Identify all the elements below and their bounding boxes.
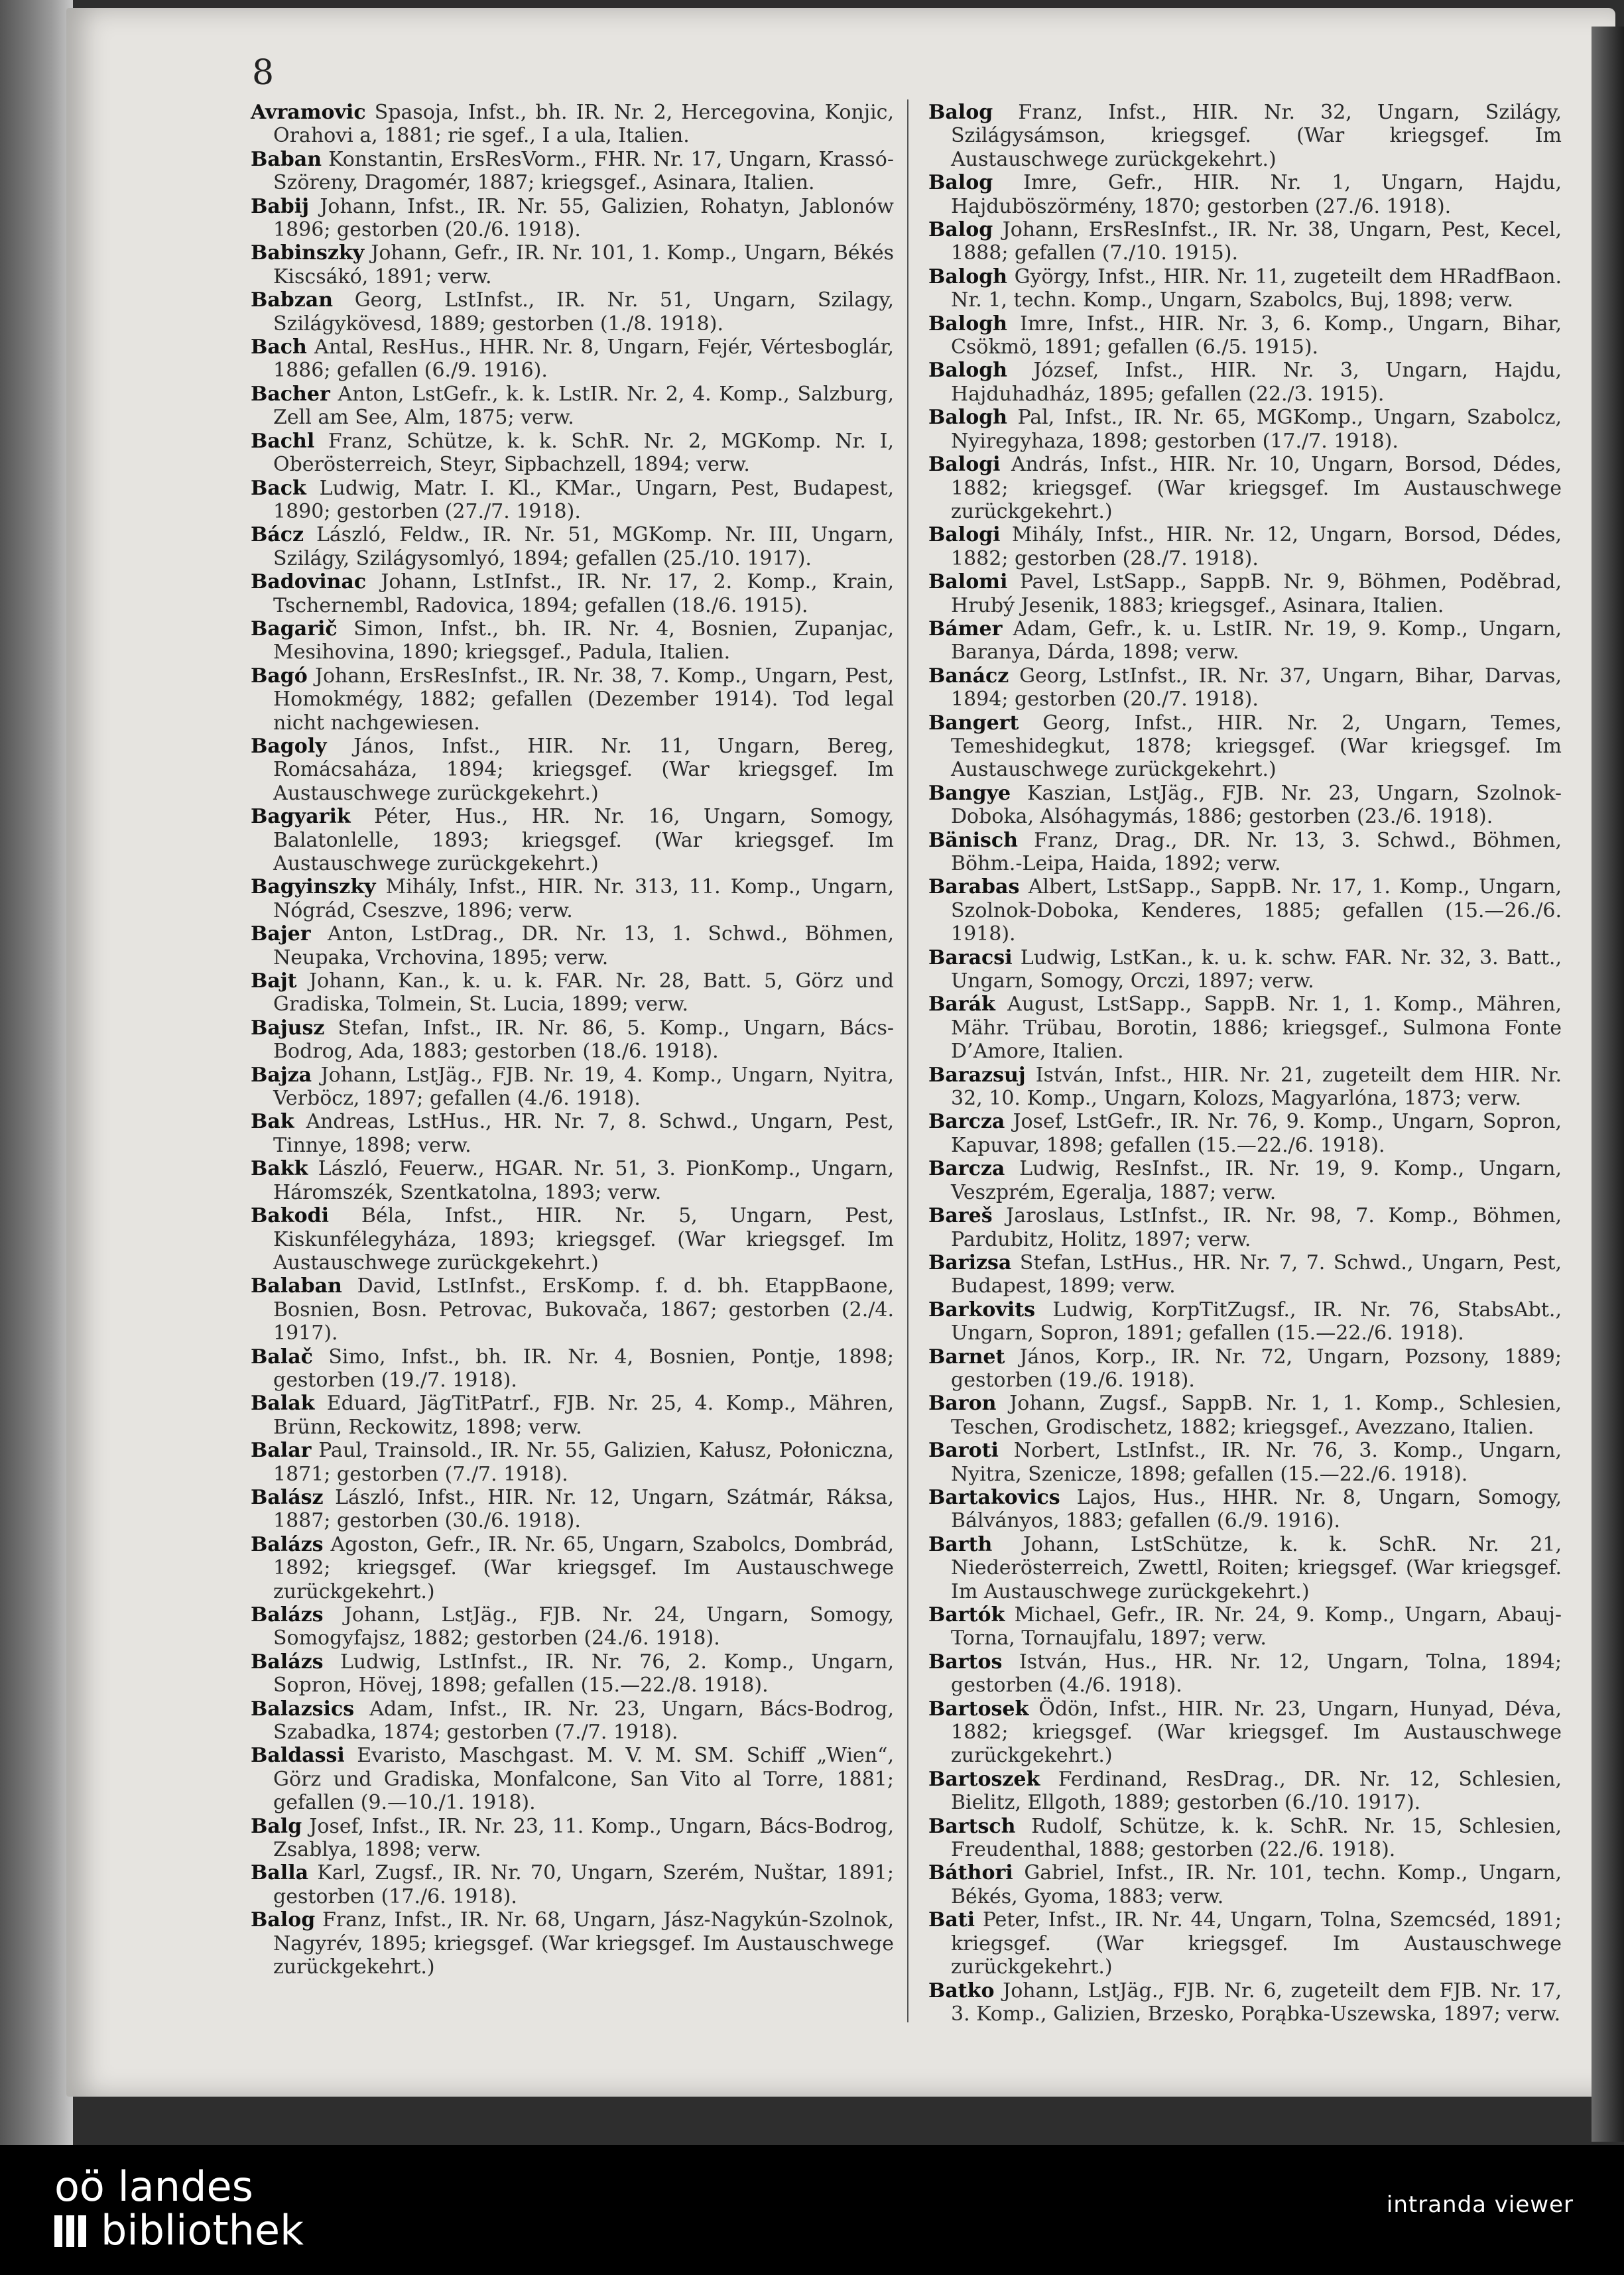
- entry-surname: Balogh: [928, 312, 1007, 336]
- register-entry: [928, 101, 1562, 171]
- entry-surname: Barizsa: [928, 1251, 1012, 1274]
- register-entry: [251, 969, 894, 1016]
- entry-surname: Baroti: [928, 1439, 999, 1463]
- register-entry: [251, 1533, 894, 1603]
- entry-details: Georg, Infst., HIR. Nr. 2, Ungarn, Temes, Temeshidegkut, 1878; kriegsgef. (War kriegsgef. Im Austauschwege zurückgekehrt.): [951, 711, 1562, 782]
- logo-line-2-row: [54, 2206, 304, 2254]
- entry-surname: Bati: [928, 1908, 975, 1932]
- register-entry: [251, 195, 894, 242]
- register-entry: [928, 711, 1562, 782]
- register-entry: [251, 1392, 894, 1439]
- register-entry: [251, 735, 894, 805]
- entry-surname: Bacher: [251, 382, 330, 406]
- entry-details: Karl, Zugsf., IR. Nr. 70, Ungarn, Szerém, Nuštar, 1891; gestorben (17./6. 1918).: [273, 1861, 894, 1908]
- entry-surname: Balog: [251, 1908, 316, 1932]
- register-entry: [928, 453, 1562, 523]
- entry-details: Rudolf, Schütze, k. k. SchR. Nr. 15, Schlesien, Freudenthal, 1888; gestorben (22./6. 1918).: [951, 1814, 1562, 1862]
- entry-details: Mihály, Infst., HIR. Nr. 313, 11. Komp., Ungarn, Nógrád, Cseszve, 1896; verw.: [273, 875, 894, 922]
- register-entry: [251, 1603, 894, 1650]
- register-entry: [928, 875, 1562, 946]
- entry-surname: Bácz: [251, 523, 304, 547]
- entry-surname: Bakodi: [251, 1204, 329, 1228]
- register-entry: [251, 1815, 894, 1862]
- entry-details: Ludwig, ResInfst., IR. Nr. 19, 9. Komp., Ungarn, Veszprém, Egeralja, 1887; verw.: [951, 1157, 1562, 1204]
- register-entry: [928, 1345, 1562, 1392]
- register-entry: [928, 1979, 1562, 2026]
- entry-surname: Báthori: [928, 1861, 1013, 1885]
- entry-surname: Back: [251, 476, 306, 500]
- entry-details: Kaszian, LstJäg., FJB. Nr. 23, Ungarn, Szolnok-Doboka, Alsóhagymás, 1886; gestorben (23./6. 1918).: [951, 781, 1562, 829]
- entry-surname: Balog: [928, 171, 993, 195]
- entry-surname: Balog: [928, 101, 993, 124]
- register-entry: [251, 430, 894, 477]
- entry-details: Pal, Infst., IR. Nr. 65, MGKomp., Ungarn, Szabolcz, Nyiregyhaza, 1898; gestorben (17./7. 1918).: [951, 406, 1562, 453]
- entry-details: Ludwig, Matr. I. Kl., KMar., Ungarn, Pest, Budapest, 1890; gestorben (27./7. 1918).: [273, 476, 894, 523]
- register-entry: [928, 617, 1562, 664]
- register-entry: [251, 1439, 894, 1486]
- entry-details: István, Hus., HR. Nr. 12, Ungarn, Tolna, 1894; gestorben (4./6. 1918).: [951, 1650, 1562, 1697]
- entry-surname: Barák: [928, 993, 995, 1016]
- register-entry: [251, 1650, 894, 1697]
- book-edge: [0, 0, 73, 2145]
- entry-surname: Bak: [251, 1110, 294, 1134]
- entry-details: Jaroslaus, LstInfst., IR. Nr. 98, 7. Komp., Böhmen, Pardubitz, Holitz, 1897; verw.: [951, 1204, 1562, 1251]
- entry-details: Franz, Infst., HIR. Nr. 32, Ungarn, Szilágy, Szilágysámson, kriegsgef. (War kriegsgef. Im Austauschwege zurückgekehrt.): [951, 101, 1562, 171]
- entry-details: David, LstInfst., ErsKomp. f. d. bh. EtappBaone, Bosnien, Bosn. Petrovac, Bukovača, 1867; gestorben (2./4. 1917).: [273, 1274, 894, 1345]
- entry-surname: Badovinac: [251, 570, 367, 594]
- entry-details: Evaristo, Maschgast. M. V. M. SM. Schiff „Wien“, Görz und Gradiska, Monfalcone, San Vito al Torre, 1881; gefallen (9.—10./1. 1918).: [273, 1744, 894, 1815]
- entry-surname: Banácz: [928, 664, 1009, 688]
- entry-details: Ludwig, LstInfst., IR. Nr. 76, 2. Komp., Ungarn, Sopron, Hövej, 1898; gefallen (15.—22./8. 1918).: [273, 1650, 894, 1697]
- entry-details: Johann, LstSchütze, k. k. SchR. Nr. 21, Niederösterreich, Zwettl, Roiten; kriegsgef. (War kriegsgef. Im Austauschwege zurückgekehrt.): [951, 1532, 1562, 1603]
- entry-details: Ferdinand, ResDrag., DR. Nr. 12, Schlesien, Bielitz, Ellgoth, 1889; gestorben (6./10. 1917).: [951, 1767, 1562, 1815]
- entry-surname: Balogh: [928, 265, 1007, 288]
- register-entry: [928, 782, 1562, 829]
- entry-details: Johann, LstJäg., FJB. Nr. 24, Ungarn, Somogy, Somogyfajsz, 1882; gestorben (24./6. 1918).: [273, 1603, 894, 1650]
- library-logo[interactable]: [54, 2162, 304, 2254]
- entry-details: Agoston, Gefr., IR. Nr. 65, Ungarn, Szabolcs, Dombrád, 1892; kriegsgef. (War kriegsgef. Im Austauschwege zurückgekehrt.): [273, 1532, 894, 1603]
- register-entry: [928, 1298, 1562, 1345]
- entry-details: Simo, Infst., bh. IR. Nr. 4, Bosnien, Pontje, 1898; gestorben (19./7. 1918).: [273, 1345, 894, 1392]
- register-entry: [928, 1603, 1562, 1650]
- left-column: [251, 101, 894, 1979]
- entry-surname: Bachl: [251, 429, 315, 453]
- register-entry: [251, 1274, 894, 1345]
- register-entry: [251, 101, 894, 148]
- entry-details: Johann, LstJäg., FJB. Nr. 6, zugeteilt dem FJB. Nr. 17, 3. Komp., Galizien, Brzesko, Porąbka-Uszewska, 1897; verw.: [951, 1979, 1562, 2026]
- entry-details: Johann, LstJäg., FJB. Nr. 19, 4. Komp., Ungarn, Nyitra, Verböcz, 1897; gefallen (4./6. 1918).: [273, 1063, 894, 1111]
- entry-details: Johann, Kan., k. u. k. FAR. Nr. 28, Batt. 5, Görz und Gradiska, Tolmein, St. Lucia, 1899; verw.: [273, 969, 894, 1016]
- entry-surname: Balogh: [928, 406, 1007, 430]
- entry-details: Mihály, Infst., HIR. Nr. 12, Ungarn, Borsod, Dédes, 1882; gestorben (28./7. 1918).: [951, 523, 1562, 570]
- register-entry: [928, 1392, 1562, 1439]
- logo-line-2: bibliothek: [101, 2206, 304, 2254]
- entry-surname: Avramovic: [251, 101, 366, 124]
- register-entry: [928, 1251, 1562, 1298]
- entry-surname: Bartos: [928, 1650, 1003, 1674]
- entry-details: Johann, ErsResInfst., IR. Nr. 38, 7. Komp., Ungarn, Pest, Homokmégy, 1882; gefallen (Dezember 1914). Tod legal nicht nachgewiesen.: [273, 664, 895, 735]
- register-entry: [251, 1157, 894, 1204]
- entry-details: Franz, Schütze, k. k. SchR. Nr. 2, MGKomp. Nr. I, Oberösterreich, Steyr, Sipbachzell, 1894; verw.: [273, 429, 894, 477]
- entry-surname: Bangert: [928, 711, 1019, 735]
- register-entry: [928, 218, 1562, 265]
- entry-surname: Balogi: [928, 453, 1001, 477]
- entry-surname: Barabas: [928, 875, 1020, 899]
- register-entry: [251, 523, 894, 570]
- entry-details: László, Feuerw., HGAR. Nr. 51, 3. PionKomp., Ungarn, Háromszék, Szentkatolna, 1893; verw.: [273, 1157, 894, 1204]
- entry-surname: Bach: [251, 336, 307, 359]
- entry-surname: Barth: [928, 1532, 993, 1556]
- entry-surname: Barazsuj: [928, 1063, 1026, 1087]
- entry-details: Anton, LstGefr., k. k. LstIR. Nr. 2, 4. Komp., Salzburg, Zell am See, Alm, 1875; verw.: [273, 382, 894, 430]
- register-entry: [928, 523, 1562, 570]
- entry-details: Konstantin, ErsResVorm., FHR. Nr. 17, Ungarn, Krassó-Szöreny, Dragomér, 1887; kriegsgef., Asinara, Italien.: [273, 147, 894, 195]
- register-entry: [928, 1204, 1562, 1251]
- register-entry: [251, 1861, 894, 1908]
- entry-details: Spasoja, Infst., bh. IR. Nr. 2, Hercegovina, Konjic, Orahovi a, 1881; rie sgef., I a ula, Italien.: [273, 101, 894, 148]
- entry-surname: Balázs: [251, 1650, 324, 1674]
- register-entry: [928, 829, 1562, 876]
- entry-surname: Barcza: [928, 1110, 1005, 1134]
- register-entry: [928, 312, 1562, 359]
- register-entry: [928, 265, 1562, 312]
- register-entry: [928, 1768, 1562, 1815]
- entry-details: Lajos, Hus., HHR. Nr. 8, Ungarn, Somogy, Bálványos, 1883; gefallen (6./9. 1916).: [951, 1485, 1562, 1533]
- register-entry: [251, 664, 894, 735]
- register-entry: [251, 570, 894, 617]
- register-entry: [928, 1697, 1562, 1768]
- entry-surname: Babinszky: [251, 241, 365, 265]
- logo-bars-icon: [54, 2209, 101, 2252]
- entry-details: Paul, Trainsold., IR. Nr. 55, Galizien, Kałusz, Połoniczna, 1871; gestorben (7./7. 1918).: [273, 1439, 894, 1486]
- entry-surname: Balomi: [928, 570, 1008, 594]
- register-entry: [928, 1157, 1562, 1204]
- register-entry: [251, 922, 894, 969]
- entry-surname: Batko: [928, 1979, 995, 2002]
- register-entry: [928, 1110, 1562, 1157]
- entry-details: Georg, LstInfst., IR. Nr. 51, Ungarn, Szilagy, Szilágykövesd, 1889; gestorben (1./8. 1918).: [273, 288, 894, 336]
- entry-surname: Bajt: [251, 969, 297, 993]
- register-entry: [928, 946, 1562, 993]
- entry-surname: Balak: [251, 1392, 315, 1416]
- entry-surname: Barkovits: [928, 1298, 1035, 1322]
- register-entry: [928, 406, 1562, 453]
- entry-details: László, Infst., HIR. Nr. 12, Ungarn, Szátmár, Ráksa, 1887; gestorben (30./6. 1918).: [273, 1485, 894, 1533]
- entry-details: János, Infst., HIR. Nr. 11, Ungarn, Bereg, Romácsaháza, 1894; kriegsgef. (War kriegsgef. Im Austauschwege zurückgekehrt.): [273, 734, 894, 805]
- entry-details: Adam, Infst., IR. Nr. 23, Ungarn, Bács-Bodrog, Szabadka, 1874; gestorben (7./7. 1918).: [273, 1697, 894, 1745]
- register-entry: [251, 1908, 894, 1979]
- entry-surname: Bámer: [928, 617, 1003, 641]
- entry-details: Albert, LstSapp., SappB. Nr. 17, 1. Komp., Ungarn, Szolnok-Doboka, Kenderes, 1885; gefallen (15.—26./6. 1918).: [951, 875, 1562, 946]
- entry-details: Pavel, LstSapp., SappB. Nr. 9, Böhmen, Poděbrad, Hrubý Jesenik, 1883; kriegsgef., Asinara, Italien.: [951, 570, 1562, 617]
- entry-surname: Baldassi: [251, 1744, 345, 1768]
- entry-surname: Balaban: [251, 1274, 342, 1298]
- entry-details: Anton, LstDrag., DR. Nr. 13, 1. Schwd., Böhmen, Neupaka, Vrchovina, 1895; verw.: [273, 922, 894, 969]
- entry-surname: Baban: [251, 147, 322, 171]
- register-entry: [928, 1908, 1562, 1979]
- entry-details: Gabriel, Infst., IR. Nr. 101, techn. Komp., Ungarn, Békés, Gyoma, 1883; verw.: [951, 1861, 1562, 1908]
- entry-details: József, Infst., HIR. Nr. 3, Ungarn, Hajdu, Hajduhadház, 1895; gefallen (22./3. 1915).: [951, 359, 1562, 406]
- entry-details: Johann, LstInfst., IR. Nr. 17, 2. Komp., Krain, Tschernembl, Radovica, 1894; gefallen (18./6. 1915).: [273, 570, 894, 617]
- entry-details: Johann, ErsResInfst., IR. Nr. 38, Ungarn, Pest, Kecel, 1888; gefallen (7./10. 1915).: [951, 218, 1562, 265]
- entry-details: Ludwig, LstKan., k. u. k. schw. FAR. Nr. 32, 3. Batt., Ungarn, Somogy, Orczi, 1897; verw.: [951, 946, 1562, 993]
- entry-surname: Balazsics: [251, 1697, 355, 1721]
- register-entry: [928, 664, 1562, 711]
- entry-details: Michael, Gefr., IR. Nr. 24, 9. Komp., Ungarn, Abauj-Torna, Tornaujfalu, 1897; verw.: [951, 1603, 1562, 1650]
- entry-details: György, Infst., HIR. Nr. 11, zugeteilt dem HRadfBaon. Nr. 1, techn. Komp., Ungarn, Szabolcs, Buj, 1898; verw.: [951, 265, 1562, 312]
- register-entry: [251, 1064, 894, 1111]
- entry-details: István, Infst., HIR. Nr. 21, zugeteilt dem HIR. Nr. 32, 10. Komp., Ungarn, Kolozs, Magyarlóna, 1873; verw.: [951, 1063, 1562, 1111]
- entry-surname: Balg: [251, 1814, 302, 1838]
- register-entry: [928, 1486, 1562, 1533]
- register-entry: [251, 805, 894, 875]
- entry-surname: Babzan: [251, 288, 334, 312]
- column-divider: [907, 99, 908, 2022]
- entry-surname: Bangye: [928, 781, 1011, 805]
- register-entry: [251, 1345, 894, 1392]
- entry-details: Stefan, LstHus., HR. Nr. 7, 7. Schwd., Ungarn, Pest, Budapest, 1899; verw.: [951, 1251, 1562, 1298]
- register-entry: [251, 1110, 894, 1157]
- entry-surname: Bagó: [251, 664, 308, 688]
- entry-details: László, Feldw., IR. Nr. 51, MGKomp. Nr. III, Ungarn, Szilágy, Szilágysomlyó, 1894; gefallen (25./10. 1917).: [273, 523, 894, 570]
- register-entry: [251, 383, 894, 430]
- register-entry: [251, 241, 894, 288]
- register-entry: [928, 1439, 1562, 1486]
- register-entry: [251, 148, 894, 195]
- entry-details: Johann, Zugsf., SappB. Nr. 1, 1. Komp., Schlesien, Teschen, Grodischetz, 1882; kriegsgef., Avezzano, Italien.: [951, 1392, 1562, 1439]
- entry-details: Andreas, LstHus., HR. Nr. 7, 8. Schwd., Ungarn, Pest, Tinnye, 1898; verw.: [273, 1110, 894, 1157]
- register-entry: [251, 1744, 894, 1814]
- entry-surname: Bänisch: [928, 828, 1018, 852]
- entry-details: Georg, LstInfst., IR. Nr. 37, Ungarn, Bihar, Darvas, 1894; gestorben (20./7. 1918).: [951, 664, 1562, 711]
- entry-surname: Babij: [251, 194, 310, 218]
- entry-details: Simon, Infst., bh. IR. Nr. 4, Bosnien, Zupanjac, Mesihovina, 1890; kriegsgef., Padula, Italien.: [273, 617, 894, 664]
- register-entry: [251, 1016, 894, 1064]
- entry-details: Franz, Drag., DR. Nr. 13, 3. Schwd., Böhmen, Böhm.-Leipa, Haida, 1892; verw.: [951, 828, 1562, 875]
- entry-details: Josef, Infst., IR. Nr. 23, 11. Komp., Ungarn, Bács-Bodrog, Zsablya, 1898; verw.: [273, 1814, 895, 1862]
- register-entry: [928, 171, 1562, 218]
- entry-surname: Bareš: [928, 1204, 993, 1228]
- entry-surname: Bajer: [251, 922, 311, 946]
- entry-details: Imre, Gefr., HIR. Nr. 1, Ungarn, Hajdu, Hajduböszörmény, 1870; gestorben (27./6. 1918).: [951, 171, 1562, 218]
- entry-details: Norbert, LstInfst., IR. Nr. 76, 3. Komp., Ungarn, Nyitra, Szenicze, 1898; gefallen (15.—22./6. 1918).: [951, 1439, 1562, 1486]
- register-entry: [251, 1697, 894, 1745]
- entry-surname: Balač: [251, 1345, 313, 1369]
- entry-details: Johann, Infst., IR. Nr. 55, Galizien, Rohatyn, Jablonów 1896; gestorben (20./6. 1918).: [273, 194, 894, 242]
- page-number: 8: [252, 53, 275, 93]
- entry-details: Peter, Infst., IR. Nr. 44, Ungarn, Tolna, Szemcséd, 1891; kriegsgef. (War kriegsgef. Im Austauschwege zurückgekehrt.): [951, 1908, 1562, 1979]
- register-entry: [251, 477, 894, 524]
- page-shadow: [1592, 27, 1624, 2142]
- entry-details: Franz, Infst., IR. Nr. 68, Ungarn, Jász-Nagykún-Szolnok, Nagyrév, 1895; kriegsgef. (War kriegsgef. Im Austauschwege zurückgekehrt.): [273, 1908, 894, 1979]
- entry-surname: Bartosek: [928, 1697, 1029, 1721]
- logo-line-1: oö landes: [54, 2162, 253, 2211]
- entry-surname: Bajza: [251, 1063, 312, 1087]
- register-entry: [251, 288, 894, 336]
- entry-details: Ödön, Infst., HIR. Nr. 23, Ungarn, Hunyad, Déva, 1882; kriegsgef. (War kriegsgef. Im Austauschwege zurückgekehrt.): [951, 1697, 1562, 1768]
- entry-details: Adam, Gefr., k. u. LstIR. Nr. 19, 9. Komp., Ungarn, Baranya, Dárda, 1898; verw.: [951, 617, 1562, 664]
- register-entry: [928, 993, 1562, 1063]
- entry-details: János, Korp., IR. Nr. 72, Ungarn, Pozsony, 1889; gestorben (19./6. 1918).: [951, 1345, 1562, 1392]
- register-entry: [928, 1861, 1562, 1908]
- entry-details: Johann, Gefr., IR. Nr. 101, 1. Komp., Ungarn, Békés Kiscsákó, 1891; verw.: [273, 241, 894, 288]
- entry-surname: Bagyinszky: [251, 875, 376, 899]
- entry-surname: Balázs: [251, 1603, 324, 1627]
- register-entry: [928, 1650, 1562, 1697]
- entry-surname: Balar: [251, 1439, 312, 1463]
- entry-surname: Bagoly: [251, 734, 327, 758]
- entry-details: Ludwig, KorpTitZugsf., IR. Nr. 76, StabsAbt., Ungarn, Sopron, 1891; gefallen (15.—22./6. 1918).: [951, 1298, 1562, 1345]
- entry-surname: Balog: [928, 218, 993, 242]
- register-entry: [928, 1533, 1562, 1603]
- entry-surname: Bagarič: [251, 617, 338, 641]
- register-entry: [928, 359, 1562, 406]
- register-entry: [251, 617, 894, 664]
- register-entry: [251, 1204, 894, 1274]
- entry-details: Antal, ResHus., HHR. Nr. 8, Ungarn, Fejér, Vértesboglár, 1886; gefallen (6./9. 1916).: [273, 336, 894, 383]
- entry-surname: Bartók: [928, 1603, 1005, 1627]
- entry-surname: Balász: [251, 1485, 324, 1509]
- entry-details: Stefan, Infst., IR. Nr. 86, 5. Komp., Ungarn, Bács-Bodrog, Ada, 1883; gestorben (18./6. 1918).: [273, 1016, 894, 1064]
- register-entry: [928, 1064, 1562, 1111]
- entry-details: Péter, Hus., HR. Nr. 16, Ungarn, Somogy, Balatonlelle, 1893; kriegsgef. (War kriegsgef. Im Austauschwege zurückgekehrt.): [273, 805, 894, 875]
- entry-surname: Bakk: [251, 1157, 308, 1181]
- entry-surname: Balázs: [251, 1532, 324, 1556]
- register-entry: [928, 1815, 1562, 1862]
- entry-surname: Bagyarik: [251, 805, 351, 829]
- entry-surname: Bartsch: [928, 1814, 1016, 1838]
- entry-details: András, Infst., HIR. Nr. 10, Ungarn, Borsod, Dédes, 1882; kriegsgef. (War kriegsgef. Im Austauschwege zurückgekehrt.): [951, 453, 1562, 523]
- entry-surname: Baracsi: [928, 946, 1013, 969]
- entry-surname: Balogi: [928, 523, 1001, 547]
- register-entry: [251, 1486, 894, 1533]
- entry-details: Josef, LstGefr., IR. Nr. 76, 9. Komp., Ungarn, Sopron, Kapuvar, 1898; gefallen (15.—22./6. 1918).: [951, 1110, 1562, 1157]
- entry-surname: Bartakovics: [928, 1485, 1060, 1509]
- viewer-brand[interactable]: intranda viewer: [1386, 2191, 1574, 2218]
- register-entry: [251, 336, 894, 383]
- entry-details: August, LstSapp., SappB. Nr. 1, 1. Komp., Mähren, Mähr. Trübau, Borotin, 1886; kriegsgef., Sulmona Fonte D’Amore, Italien.: [951, 993, 1562, 1064]
- register-entry: [251, 875, 894, 922]
- entry-details: Eduard, JägTitPatrf., FJB. Nr. 25, 4. Komp., Mähren, Brünn, Reckowitz, 1898; verw.: [273, 1392, 894, 1439]
- entry-surname: Balla: [251, 1861, 309, 1885]
- entry-surname: Bartoszek: [928, 1767, 1040, 1791]
- register-entry: [928, 570, 1562, 617]
- entry-details: Béla, Infst., HIR. Nr. 5, Ungarn, Pest, Kiskunfélegyháza, 1893; kriegsgef. (War kriegsgef. Im Austauschwege zurückgekehrt.): [273, 1204, 894, 1274]
- entry-surname: Bajusz: [251, 1016, 325, 1040]
- entry-surname: Barnet: [928, 1345, 1005, 1369]
- entry-surname: Baron: [928, 1392, 997, 1416]
- entry-surname: Barcza: [928, 1157, 1005, 1181]
- entry-details: Imre, Infst., HIR. Nr. 3, 6. Komp., Ungarn, Bihar, Csökmö, 1891; gefallen (6./5. 1915).: [951, 312, 1562, 359]
- right-column: [928, 101, 1562, 2026]
- entry-surname: Balogh: [928, 359, 1007, 383]
